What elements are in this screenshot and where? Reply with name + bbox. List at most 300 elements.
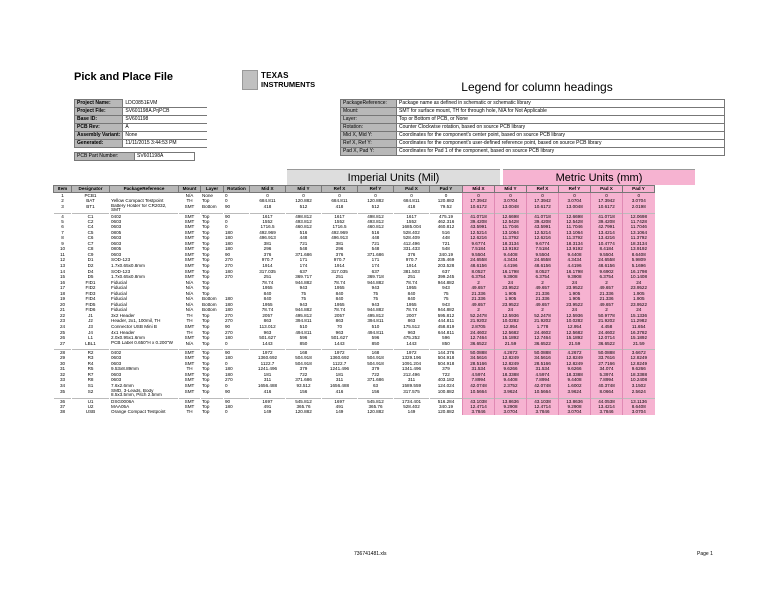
table-cell: Top [201, 383, 224, 389]
table-cell: 4.3434 [495, 257, 527, 263]
table-cell: C2 [72, 219, 110, 225]
table-cell: 24 [559, 280, 591, 286]
table-cell: 381 [250, 241, 286, 247]
table-cell: 0 [495, 193, 527, 199]
table-cell: 963 [322, 330, 358, 336]
table-cell: 21.59 [495, 341, 527, 350]
table-cell: 12.8249 [559, 355, 591, 361]
table-cell: 2.3752 [495, 383, 527, 389]
table-cell: 180 [224, 355, 250, 361]
table-cell: 181 [322, 372, 358, 378]
table-cell: R4 [72, 361, 110, 367]
table-cell: 684.811 [322, 198, 358, 204]
table-cell: 943 [286, 285, 322, 291]
table-cell: 149 [394, 409, 430, 415]
legend-row [341, 140, 725, 148]
table-cell: 11.7046 [559, 224, 591, 230]
table-cell: 16.3782 [623, 330, 655, 336]
table-cell: 44.0538 [591, 398, 623, 404]
table-cell: 2 [591, 280, 623, 286]
table-cell: 8.6408 [623, 252, 655, 258]
column-header: Mid X [463, 186, 495, 193]
table-cell: 0603 [110, 252, 179, 258]
table-cell: 50.0888 [463, 350, 495, 356]
table-cell: Fiducial [110, 285, 179, 291]
table-cell: C9 [72, 252, 110, 258]
table-cell: 78.74 [394, 280, 430, 286]
table-cell: 1656.488 [250, 383, 286, 389]
table-cell: 0 [322, 193, 358, 199]
table-cell: Top [201, 235, 224, 241]
table-cell: Top [201, 257, 224, 263]
table-cell: 3.0704 [559, 198, 591, 204]
table-cell: 23.9522 [623, 285, 655, 291]
table-cell: 270 [224, 263, 250, 269]
table-cell: 8.0664 [591, 389, 623, 399]
table-cell: 1091.204 [394, 361, 430, 367]
table-cell: 2.8705 [463, 324, 495, 330]
table-cell: 90 [224, 204, 250, 214]
table-cell: 9.5504 [527, 252, 559, 258]
table-cell: 19 [54, 296, 72, 302]
footer-page-number: Page 1 [697, 551, 713, 557]
table-cell: 50.0888 [591, 350, 623, 356]
table-cell: Top [201, 252, 224, 258]
table-cell: 475.19 [430, 213, 463, 219]
table-cell: R2 [72, 350, 110, 356]
table-cell: 1955 [394, 285, 430, 291]
table-cell: 12.8249 [495, 361, 527, 367]
table-cell: Top [201, 224, 224, 230]
table-cell: 8.6408 [623, 404, 655, 410]
table-cell: 43.1038 [463, 398, 495, 404]
table-cell: 722 [358, 372, 394, 378]
meta-value: LDC0851EVM [123, 100, 207, 108]
table-cell: 3x2 Header [110, 313, 179, 319]
table-cell: SMT [179, 204, 201, 214]
column-header: Mid Y [286, 186, 322, 193]
table-cell: Top [201, 350, 224, 356]
table-cell: 3.7846 [591, 409, 623, 415]
table-cell: 7.8994 [463, 377, 495, 383]
table-cell: 7.6x2.6mm [110, 383, 179, 389]
table-cell: 1589.559 [394, 383, 430, 389]
table-cell: 24 [623, 307, 655, 313]
legend-row [341, 124, 725, 132]
table-cell: 24 [623, 280, 655, 286]
table-cell: 15.1892 [559, 335, 591, 341]
table-cell: N/A [179, 307, 201, 313]
pcb-part-number-table [74, 152, 195, 161]
table-cell: 1329.196 [394, 355, 430, 361]
footer-filename: 736741481.xls [354, 551, 387, 557]
table-cell: 174 [286, 263, 322, 269]
table-cell: Fiducial [110, 280, 179, 286]
table-cell: SMT [179, 241, 201, 247]
table-cell: SMT [179, 263, 201, 269]
table-cell: 10.1408 [623, 274, 655, 280]
table-cell: 1.905 [623, 291, 655, 297]
table-cell: Top [201, 409, 224, 415]
meta-label: Project Name: [75, 100, 123, 108]
table-cell: Bottom [201, 307, 224, 313]
table-cell: 416 [250, 389, 286, 399]
table-cell: 12.7464 [527, 335, 559, 341]
table-cell: SMT [179, 377, 201, 383]
table-cell: 504.918 [358, 361, 394, 367]
table-cell: 416 [322, 389, 358, 399]
table-cell: 26 [54, 335, 72, 341]
table-cell: 496.913 [250, 235, 286, 241]
table-cell: 850 [358, 341, 394, 350]
table-cell: 6.3754 [527, 274, 559, 280]
table-cell: 7.8994 [527, 377, 559, 383]
table-cell: SMT [179, 372, 201, 378]
table-cell: Top [201, 366, 224, 372]
table-cell: 721 [430, 241, 463, 247]
table-cell: 39.4208 [527, 219, 559, 225]
table-cell: 8.0527 [527, 269, 559, 275]
table-cell: Top [201, 280, 224, 286]
table-cell: 0603 [110, 219, 179, 225]
table-cell: Top [201, 404, 224, 410]
table-cell: 120.882 [358, 409, 394, 415]
table-cell: 1716.5 [322, 224, 358, 230]
table-cell: 180 [224, 372, 250, 378]
table-cell: 90 [224, 350, 250, 356]
table-cell: 4.4196 [495, 263, 527, 269]
table-cell: SMT [179, 324, 201, 330]
legend-table [340, 99, 725, 156]
table-cell: Top [201, 230, 224, 236]
table-cell: 13 [54, 263, 72, 269]
table-cell: 12.8249 [559, 361, 591, 367]
table-cell: 399.245 [430, 274, 463, 280]
table-cell: 495.812 [286, 313, 322, 319]
table-cell: 11.2982 [623, 318, 655, 324]
table-cell: 340.19 [430, 404, 463, 410]
table-cell: 9.53x8.89mm [110, 366, 179, 372]
table-cell: 394.811 [286, 318, 322, 324]
table-cell: 120.882 [430, 198, 463, 204]
table-cell: Top [201, 335, 224, 341]
legend-key: Rotation: [341, 124, 397, 132]
table-cell: 460.812 [358, 224, 394, 230]
table-cell: 3.9624 [559, 389, 591, 399]
table-cell: 270 [224, 313, 250, 319]
table-cell: 21.9202 [527, 318, 559, 324]
table-cell: 9.6902 [591, 269, 623, 275]
table-cell: 2 [527, 280, 559, 286]
table-cell: J2 [72, 318, 110, 324]
table-cell: 8.0527 [463, 269, 495, 275]
table-cell: 21 [54, 307, 72, 313]
table-cell: 24.4602 [527, 330, 559, 336]
table-cell: 49.657 [591, 302, 623, 308]
table-cell: 501.627 [250, 335, 286, 341]
table-cell: 171 [286, 257, 322, 263]
table-row [54, 204, 655, 214]
table-cell: 13.9192 [559, 246, 591, 252]
table-cell: 36.6522 [591, 341, 623, 350]
page-title: Pick and Place File [74, 71, 174, 83]
table-cell: 29 [54, 355, 72, 361]
table-cell: 637 [358, 269, 394, 275]
pick-place-table [53, 185, 655, 415]
table-cell: 18.3388 [559, 372, 591, 378]
table-cell: 512 [358, 204, 394, 214]
table-cell: 0 [527, 193, 559, 199]
table-cell: 9.6266 [495, 366, 527, 372]
table-cell: 3.0704 [559, 409, 591, 415]
legend-description: SMT for surface mount, TH for through hole, N/A for Not Applicable [397, 108, 725, 116]
table-cell: 168 [286, 350, 322, 356]
table-cell: 270 [224, 318, 250, 324]
table-cell: 0402 [110, 213, 179, 219]
meta-row [75, 108, 207, 116]
table-cell: 863 [322, 318, 358, 324]
table-cell: SMT [179, 383, 201, 389]
meta-row [75, 140, 207, 148]
legend-key: Pad X, Pad Y: [341, 148, 397, 156]
table-cell: TH [179, 198, 201, 204]
table-cell: 36.6522 [527, 341, 559, 350]
table-cell: 90 [224, 252, 250, 258]
table-cell: 722 [430, 372, 463, 378]
table-cell: 0 [224, 341, 250, 350]
table-cell: 1552 [394, 219, 430, 225]
table-cell: C4 [72, 224, 110, 230]
table-cell: 1122.7 [250, 361, 286, 367]
legend-row [341, 148, 725, 156]
table-cell: TH [179, 313, 201, 319]
table-cell: 33 [54, 377, 72, 383]
table-cell: 251 [394, 274, 430, 280]
table-cell: 1697 [322, 398, 358, 404]
table-cell: N/A [179, 296, 201, 302]
meta-row [75, 132, 207, 140]
table-cell: 39.4208 [591, 219, 623, 225]
table-cell: Top [201, 389, 224, 399]
column-header: Ref Y [559, 186, 591, 193]
table-cell: 180 [224, 235, 250, 241]
table-cell: 943 [430, 302, 463, 308]
table-cell: 379 [358, 366, 394, 372]
table-cell: 27.7166 [591, 361, 623, 367]
table-cell: 12.8249 [495, 355, 527, 361]
table-cell: 40.3748 [591, 383, 623, 389]
table-cell: 18.3134 [623, 241, 655, 247]
table-cell: 1972 [322, 350, 358, 356]
table-cell: 174 [358, 263, 394, 269]
table-cell: Top [201, 219, 224, 225]
table-cell: 42.0748 [527, 383, 559, 389]
table-cell: 1241.496 [250, 366, 286, 372]
table-cell: 311 [250, 377, 286, 383]
table-cell: 9 [54, 241, 72, 247]
table-cell: 494.811 [358, 330, 394, 336]
table-cell: 448 [430, 235, 463, 241]
table-cell: 10 [54, 246, 72, 252]
table-cell: 0603 [110, 377, 179, 383]
table-cell: SMD, 3-Leads, Body 8.5x3.5mm, Pitch 2.5mm [110, 389, 179, 399]
table-cell: 12.5936 [495, 313, 527, 319]
table-cell: Header, 2x1, 100mil, TH [110, 318, 179, 324]
table-cell: 943 [430, 285, 463, 291]
table-cell: 13.1136 [623, 398, 655, 404]
table-cell: 376 [394, 252, 430, 258]
table-cell: 78.74 [322, 280, 358, 286]
table-cell: Top [201, 285, 224, 291]
table-cell: 516 [430, 230, 463, 236]
table-cell: 1341.496 [394, 366, 430, 372]
table-cell: 2007 [394, 313, 430, 319]
table-cell: Top [201, 341, 224, 350]
table-cell: SMT [179, 252, 201, 258]
table-cell: 0603 [110, 235, 179, 241]
table-cell: 34 [54, 383, 72, 389]
table-cell: 180 [224, 404, 250, 410]
table-cell: 52.2478 [463, 313, 495, 319]
table-cell: 2 [527, 307, 559, 313]
table-cell: 721 [358, 241, 394, 247]
table-cell: 944.882 [286, 307, 322, 313]
table-cell: 23.9522 [495, 302, 527, 308]
table-cell: 1972 [394, 350, 430, 356]
table-cell: 371.686 [358, 377, 394, 383]
table-cell: 120.882 [286, 198, 322, 204]
table-cell: 0 [463, 193, 495, 199]
table-cell: 12.954 [559, 324, 591, 330]
table-cell: 2 [591, 307, 623, 313]
table-cell: 3.0704 [495, 198, 527, 204]
table-cell: 528.402 [394, 404, 430, 410]
table-cell: 1656.488 [322, 383, 358, 389]
table-cell: 12.5428 [559, 219, 591, 225]
table-cell: 12.0714 [591, 335, 623, 341]
table-cell: 403.182 [430, 377, 463, 383]
legend-key: Mount: [341, 108, 397, 116]
column-header: Pad Y [430, 186, 463, 193]
table-cell: 311 [394, 377, 430, 383]
table-cell: 42.0748 [463, 383, 495, 389]
table-cell: SMT [179, 230, 201, 236]
table-cell: 1617 [322, 213, 358, 219]
table-cell: 0 [224, 193, 250, 199]
table-cell: 16 [54, 280, 72, 286]
legend-description: Top or Bottom of PCB, or None [397, 116, 725, 124]
table-cell: 10.0282 [559, 318, 591, 324]
table-cell: 49.657 [463, 285, 495, 291]
table-cell: SOD-123 [110, 269, 179, 275]
table-cell: 496.913 [322, 235, 358, 241]
table-cell: 13.8636 [495, 398, 527, 404]
table-cell: 516.284 [430, 398, 463, 404]
table-cell: TH [179, 409, 201, 415]
legend-title: Legend for column headings [461, 80, 613, 94]
table-cell: FID3 [72, 291, 110, 297]
table-cell: 448 [286, 235, 322, 241]
table-cell: 12 [54, 257, 72, 263]
table-cell: 15.1892 [623, 335, 655, 341]
table-cell: 840 [394, 291, 430, 297]
table-cell: 149 [322, 409, 358, 415]
table-cell: 24 [495, 280, 527, 286]
table-cell: J4 [72, 330, 110, 336]
table-cell: 18 [54, 291, 72, 297]
table-cell: 31.534 [463, 366, 495, 372]
table-cell: 0 [250, 193, 286, 199]
column-header: Pad X [394, 186, 430, 193]
table-cell: 0805 [110, 230, 179, 236]
table-cell: 418 [322, 204, 358, 214]
table-cell: 21.9202 [591, 318, 623, 324]
table-cell: Top [201, 330, 224, 336]
legend-key: Layer: [341, 116, 397, 124]
table-row [54, 389, 655, 399]
table-cell: 1914 [394, 263, 430, 269]
table-cell: 528.402 [394, 230, 430, 236]
table-cell: SMT [179, 235, 201, 241]
table-cell: S1 [72, 383, 110, 389]
table-cell: 21.336 [591, 291, 623, 297]
table-cell: 23.9522 [559, 285, 591, 291]
table-cell: 684.811 [394, 198, 430, 204]
column-header: Pad Y [623, 186, 655, 193]
table-cell: 21.9202 [463, 318, 495, 324]
table-cell: 504.918 [430, 355, 463, 361]
table-cell: 16.1798 [495, 269, 527, 275]
table-cell: BAT [72, 198, 110, 204]
table-cell: 21.59 [623, 341, 655, 350]
table-cell: 10.6172 [591, 204, 623, 214]
table-cell: 1955 [250, 285, 286, 291]
table-cell: 963 [250, 330, 286, 336]
table-cell: 491 [250, 404, 286, 410]
table-cell: R5 [72, 366, 110, 372]
table-cell: 4 [54, 213, 72, 219]
table-cell: 721 [286, 241, 322, 247]
column-header: Ref X [322, 186, 358, 193]
table-cell: Top [201, 263, 224, 269]
table-cell: 2 [463, 307, 495, 313]
table-cell: 5.1696 [623, 263, 655, 269]
table-cell: 168 [358, 350, 394, 356]
table-cell: 462.316 [430, 219, 463, 225]
table-cell: 970.7 [394, 257, 430, 263]
table-cell: C8 [72, 246, 110, 252]
table-cell: Fiducial [110, 302, 179, 308]
table-cell: 149 [250, 409, 286, 415]
table-cell: 1955 [394, 302, 430, 308]
table-cell: 548 [430, 246, 463, 252]
table-cell: SMT [179, 246, 201, 252]
table-cell: 16.1798 [623, 269, 655, 275]
table-cell: 7.5184 [463, 246, 495, 252]
table-cell: 1955 [322, 285, 358, 291]
table-cell: 1 [54, 193, 72, 199]
table-cell: 595.812 [430, 313, 463, 319]
metric-units-heading: Metric Units (mm) [503, 169, 695, 185]
table-cell: 32 [54, 372, 72, 378]
table-cell: 1.778 [527, 324, 559, 330]
table-cell: 70 [322, 324, 358, 330]
table-cell: 93.512 [286, 383, 322, 389]
table-cell: 21.336 [591, 296, 623, 302]
table-cell: 3.7846 [463, 409, 495, 415]
table-cell: Orange Compact Testpoint [110, 409, 179, 415]
table-cell: 75 [286, 291, 322, 297]
